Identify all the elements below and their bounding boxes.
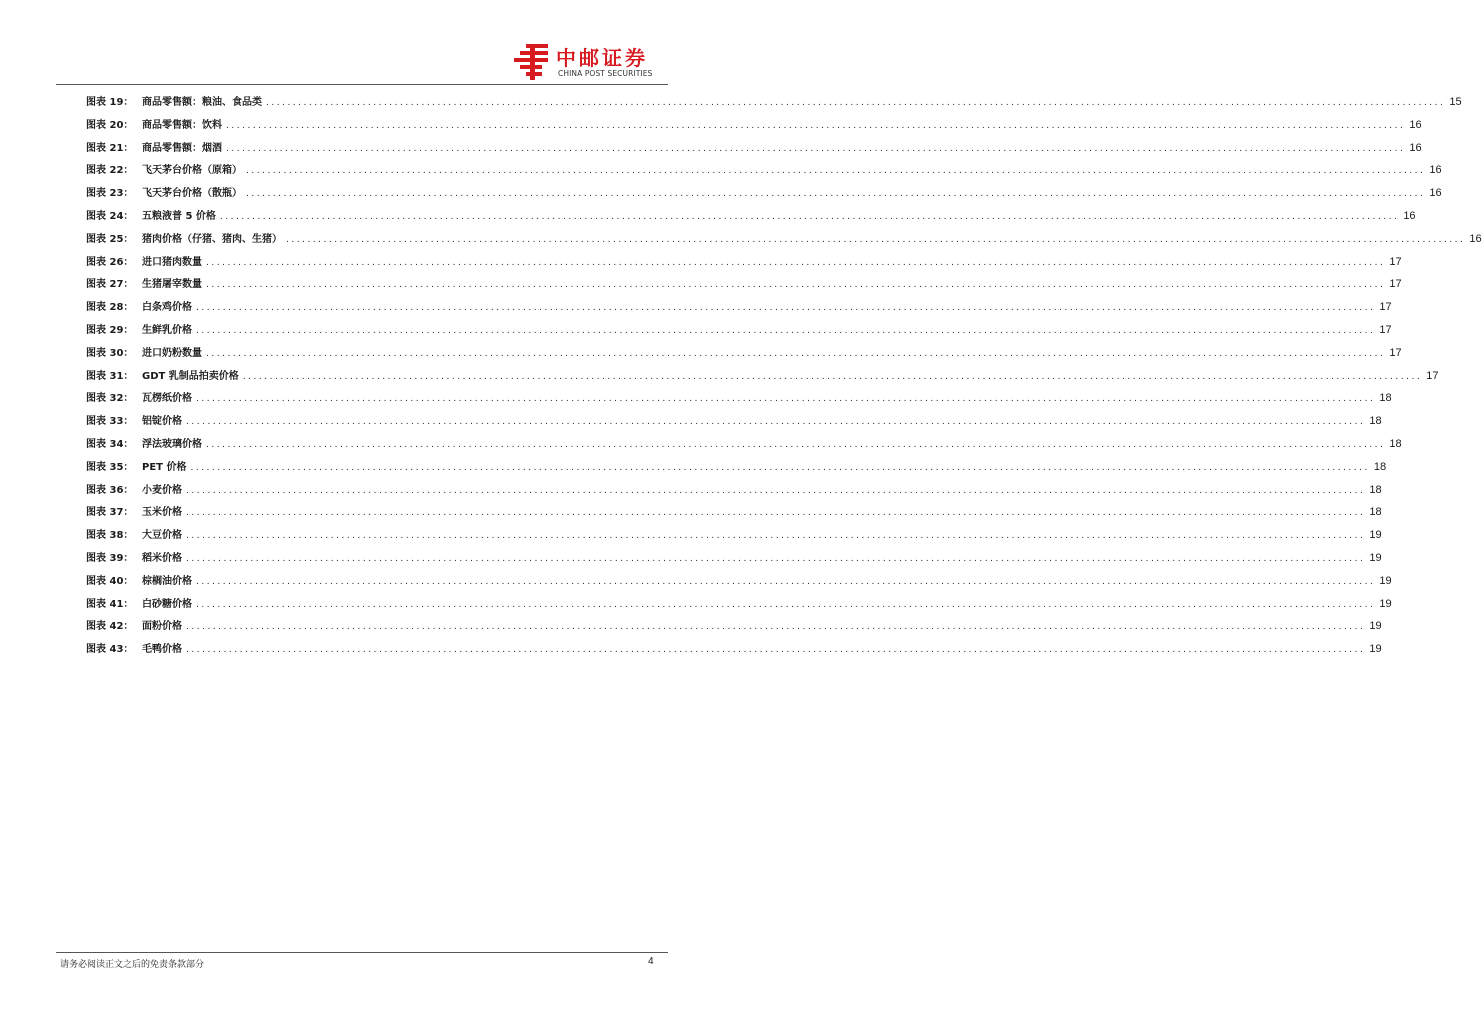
toc-entry-number: 图表 39： — [86, 552, 134, 564]
toc-entry-page: 16 — [1409, 141, 1422, 154]
toc-entry[interactable] — [86, 228, 1482, 251]
dot-leader: ............................................................................................................................................................................................................................ — [196, 325, 1376, 336]
toc-entry-page: 19 — [1369, 551, 1382, 564]
toc-entry-page: 18 — [1369, 506, 1382, 519]
dot-leader: ............................................................................................................................................................................................................................ — [190, 462, 1370, 473]
toc-entry[interactable] — [86, 365, 1439, 388]
toc-entry-title: 玉米价格 — [142, 507, 182, 519]
toc-entry[interactable] — [86, 182, 1442, 205]
toc-entry-number: 图表 21： — [86, 142, 134, 154]
dot-leader: ............................................................................................................................................................................................................................ — [226, 143, 1406, 154]
toc-entry-title: 白砂糖价格 — [142, 598, 192, 610]
toc-entry[interactable] — [86, 159, 1442, 182]
toc-entry-number: 图表 28： — [86, 302, 134, 314]
dot-leader: ............................................................................................................................................................................................................................ — [196, 303, 1376, 314]
toc-entry[interactable] — [86, 342, 1402, 365]
toc-entry-number: 图表 26： — [86, 256, 134, 268]
toc-entry-number: 图表 19： — [86, 97, 134, 108]
toc-entry-title: 大豆价格 — [142, 530, 182, 542]
figure-index-list — [86, 91, 1482, 661]
toc-entry-number: 图表 41： — [86, 598, 134, 610]
toc-entry[interactable] — [86, 547, 1382, 570]
toc-entry-number: 图表 38： — [86, 530, 134, 542]
toc-entry[interactable] — [86, 319, 1392, 342]
toc-entry-number: 图表 42： — [86, 621, 134, 633]
toc-entry-page: 19 — [1379, 574, 1392, 587]
toc-entry-page: 17 — [1389, 346, 1402, 359]
toc-entry[interactable] — [86, 524, 1382, 547]
dot-leader: ............................................................................................................................................................................................................................ — [246, 189, 1426, 200]
page-header — [0, 0, 724, 90]
toc-entry-title: 铝锭价格 — [142, 416, 182, 428]
toc-entry-page: 19 — [1369, 620, 1382, 633]
toc-entry-title: 飞天茅台价格（原箱） — [142, 165, 242, 177]
toc-entry[interactable] — [86, 251, 1402, 274]
toc-entry-page: 16 — [1429, 187, 1442, 200]
toc-entry[interactable] — [86, 638, 1382, 661]
toc-entry-number: 图表 25： — [86, 233, 134, 245]
logo-english-name: CHINA POST SECURITIES — [558, 69, 653, 78]
toc-entry-number: 图表 36： — [86, 484, 134, 496]
dot-leader: ............................................................................................................................................................................................................................ — [196, 394, 1376, 405]
toc-entry-title: 商品零售额：粮油、食品类 — [142, 97, 262, 108]
toc-entry-page: 16 — [1429, 164, 1442, 177]
dot-leader: ............................................................................................................................................................................................................................ — [186, 622, 1366, 633]
toc-entry-title: PET 价格 — [142, 461, 187, 473]
toc-entry[interactable] — [86, 296, 1392, 319]
toc-entry-number: 图表 27： — [86, 279, 134, 291]
toc-entry-title: 五粮液普 5 价格 — [142, 210, 216, 222]
toc-entry-title: 进口奶粉数量 — [142, 347, 202, 359]
dot-leader: ............................................................................................................................................................................................................................ — [186, 531, 1366, 542]
dot-leader: ............................................................................................................................................................................................................................ — [186, 645, 1366, 656]
toc-entry-number: 图表 35： — [86, 461, 134, 473]
toc-entry-page: 19 — [1379, 597, 1392, 610]
toc-entry[interactable] — [86, 273, 1402, 296]
company-logo — [512, 42, 672, 82]
toc-entry[interactable] — [86, 570, 1392, 593]
dot-leader: ............................................................................................................................................................................................................................ — [186, 417, 1366, 428]
toc-entry-page: 18 — [1389, 437, 1402, 450]
toc-entry[interactable] — [86, 114, 1422, 137]
toc-entry[interactable] — [86, 479, 1382, 502]
toc-entry-title: 毛鸭价格 — [142, 644, 182, 656]
toc-entry-page: 19 — [1369, 529, 1382, 542]
toc-entry[interactable] — [86, 91, 1462, 114]
toc-entry-title: 瓦楞纸价格 — [142, 393, 192, 405]
toc-entry-number: 图表 34： — [86, 438, 134, 450]
toc-entry-page: 16 — [1469, 232, 1482, 245]
toc-entry-title: 商品零售额：烟酒 — [142, 142, 222, 154]
toc-entry-number: 图表 29： — [86, 324, 134, 336]
toc-entry-title: GDT 乳制品拍卖价格 — [142, 370, 239, 382]
toc-entry-title: 猪肉价格（仔猪、猪肉、生猪） — [142, 233, 282, 245]
toc-entry[interactable] — [86, 205, 1416, 228]
toc-entry-title: 棕榈油价格 — [142, 575, 192, 587]
toc-entry-page: 16 — [1409, 118, 1422, 131]
toc-entry-page: 18 — [1373, 460, 1387, 473]
dot-leader: ............................................................................................................................................................................................................................ — [206, 348, 1386, 359]
toc-entry-page: 17 — [1426, 369, 1439, 382]
dot-leader: ............................................................................................................................................................................................................................ — [186, 485, 1366, 496]
toc-entry-title: 生猪屠宰数量 — [142, 279, 202, 291]
toc-entry-page: 16 — [1403, 209, 1416, 222]
disclaimer-note: 请务必阅读正文之后的免责条款部分 — [60, 960, 205, 970]
toc-entry-title: 进口猪肉数量 — [142, 256, 202, 268]
toc-entry-title: 白条鸡价格 — [142, 302, 192, 314]
toc-entry-number: 图表 23： — [86, 188, 134, 200]
toc-entry-title: 稻米价格 — [142, 552, 182, 564]
toc-entry-number: 图表 40： — [86, 575, 134, 587]
dot-leader: ............................................................................................................................................................................................................................ — [226, 120, 1406, 131]
toc-entry[interactable] — [86, 137, 1422, 160]
toc-entry-page: 18 — [1369, 415, 1382, 428]
toc-entry-number: 图表 43： — [86, 644, 134, 656]
toc-entry-title: 浮法玻璃价格 — [142, 438, 202, 450]
toc-entry-page: 17 — [1389, 278, 1402, 291]
dot-leader: ............................................................................................................................................................................................................................ — [206, 280, 1386, 291]
toc-entry-number: 图表 37： — [86, 507, 134, 519]
dot-leader: ............................................................................................................................................................................................................................ — [242, 371, 1423, 382]
dot-leader: ............................................................................................................................................................................................................................ — [286, 234, 1466, 245]
china-post-emblem-icon — [512, 42, 552, 82]
toc-entry-number: 图表 31： — [86, 370, 134, 382]
toc-entry-page: 18 — [1379, 392, 1392, 405]
toc-entry[interactable] — [86, 593, 1392, 616]
toc-entry-page: 15 — [1449, 96, 1462, 108]
page-number: 4 — [648, 956, 654, 967]
header-divider — [56, 84, 668, 85]
toc-entry-title: 面粉价格 — [142, 621, 182, 633]
dot-leader: ............................................................................................................................................................................................................................ — [186, 508, 1366, 519]
toc-entry-number: 图表 20： — [86, 119, 134, 131]
toc-entry-title: 生鲜乳价格 — [142, 324, 192, 336]
toc-entry[interactable] — [86, 433, 1402, 456]
dot-leader: ............................................................................................................................................................................................................................ — [196, 599, 1376, 610]
toc-entry-page: 19 — [1369, 643, 1382, 656]
toc-entry-page: 18 — [1369, 483, 1382, 496]
toc-entry[interactable] — [86, 615, 1382, 638]
dot-leader: ............................................................................................................................................................................................................................ — [219, 211, 1400, 222]
toc-entry[interactable] — [86, 410, 1382, 433]
logo-chinese-name: 中邮证券 — [556, 46, 648, 70]
dot-leader: ............................................................................................................................................................................................................................ — [196, 576, 1376, 587]
dot-leader: ............................................................................................................................................................................................................................ — [206, 439, 1386, 450]
dot-leader: ............................................................................................................................................................................................................................ — [206, 257, 1386, 268]
toc-entry-page: 17 — [1379, 323, 1392, 336]
toc-entry-number: 图表 33： — [86, 416, 134, 428]
dot-leader: ............................................................................................................................................................................................................................ — [246, 166, 1426, 177]
toc-entry-page: 17 — [1379, 301, 1392, 314]
toc-entry[interactable] — [86, 501, 1382, 524]
toc-entry[interactable] — [86, 456, 1387, 479]
toc-entry-title: 小麦价格 — [142, 484, 182, 496]
toc-entry-number: 图表 22： — [86, 165, 134, 177]
toc-entry-title: 商品零售额：饮料 — [142, 119, 222, 131]
dot-leader: ............................................................................................................................................................................................................................ — [266, 98, 1446, 108]
toc-entry-page: 17 — [1389, 255, 1402, 268]
dot-leader: ............................................................................................................................................................................................................................ — [186, 553, 1366, 564]
toc-entry-number: 图表 32： — [86, 393, 134, 405]
footer-divider — [56, 952, 668, 953]
toc-entry-number: 图表 24： — [86, 210, 134, 222]
toc-entry-number: 图表 30： — [86, 347, 134, 359]
toc-entry-title: 飞天茅台价格（散瓶） — [142, 188, 242, 200]
toc-entry[interactable] — [86, 387, 1392, 410]
